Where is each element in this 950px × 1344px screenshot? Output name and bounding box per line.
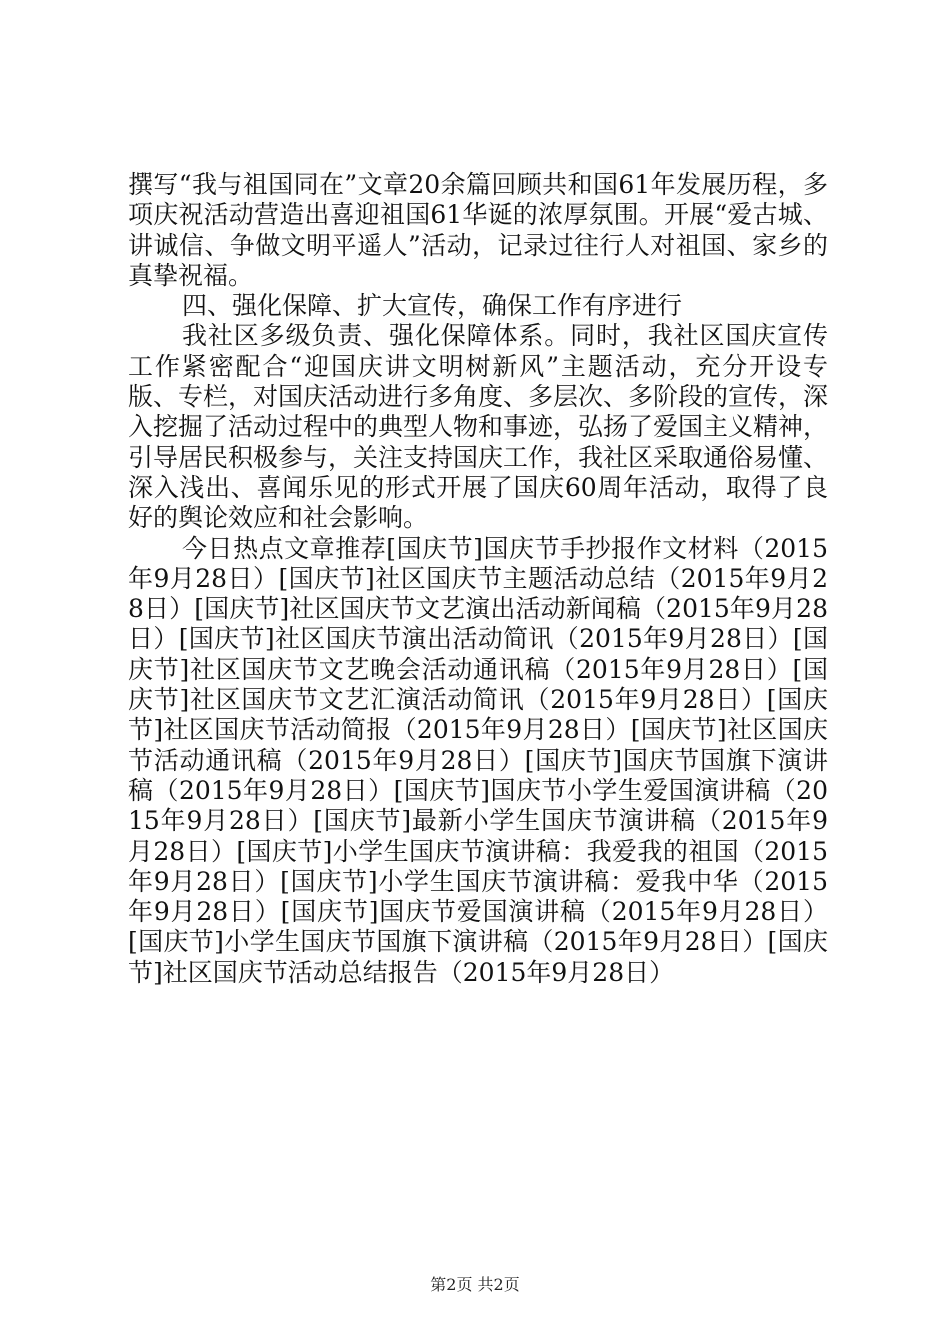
paragraph-publicity: 我社区多级负责、强化保障体系。同时，我社区国庆宣传工作紧密配合“迎国庆讲文明树新风”主题活动，充分开设专版、专栏，对国庆活动进行多角度、多层次、多阶段的宣传，深入挖掘了活动过程中的典型人物和事迹，弘扬了爱国主义精神，引导居民积极参与，关注支持国庆工作，我社区采取通俗易懂、深入浅出、喜闻乐见的形式开展了国庆60周年活动，取得了良好的舆论效应和社会影响。 (128, 321, 829, 533)
paragraph-recommendations: 今日热点文章推荐[国庆节]国庆节手抄报作文材料（2015年9月28日）[国庆节]社区国庆节主题活动总结（2015年9月28日）[国庆节]社区国庆节文艺演出活动新闻稿（2015年9月28日）[国庆节]社区国庆节演出活动简讯（2015年9月28日）[国庆节]社区国庆节文艺晚会活动通讯稿（2015年9月28日）[国庆节]社区国庆节文艺汇演活动简讯（2015年9月28日）[国庆节]社区国庆节活动简报（2015年9月28日）[国庆节]社区国庆节活动通讯稿（2015年9月28日）[国庆节]国庆节国旗下演讲稿（2015年9月28日）[国庆节]国庆节小学生爱国演讲稿（2015年9月28日）[国庆节]最新小学生国庆节演讲稿（2015年9月28日）[国庆节]小学生国庆节演讲稿：我爱我的祖国（2015年9月28日）[国庆节]小学生国庆节演讲稿：爱我中华（2015年9月28日）[国庆节]国庆节爱国演讲稿（2015年9月28日）[国庆节]小学生国庆节国旗下演讲稿（2015年9月28日）[国庆节]社区国庆节活动总结报告（2015年9月28日） (128, 533, 828, 987)
page-footer: 第2页 共2页 (430, 1275, 520, 1294)
document-body (128, 170, 828, 988)
paragraph-activities: 撰写“我与祖国同在”文章20余篇回顾共和国61年发展历程，多项庆祝活动营造出喜迎祖国61华诞的浓厚氛围。开展“爱古城、讲诚信、争做文明平遥人”活动，记录过往行人对祖国、家乡的真挚祝福。 (128, 170, 828, 290)
section-heading: 四、强化保障、扩大宣传，确保工作有序进行 (182, 291, 683, 321)
